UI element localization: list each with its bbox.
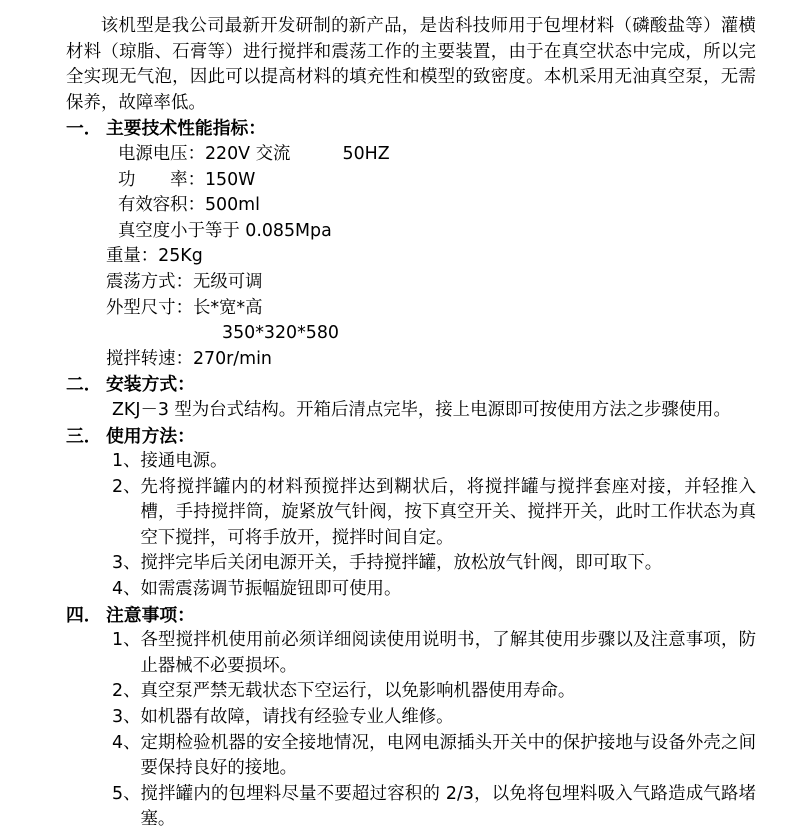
section-number-2: 二．: [66, 374, 102, 396]
section-heading-4: [66, 603, 756, 629]
list-marker: 5、: [112, 783, 141, 804]
installation-body: ZKJ－3 型为台式结构。开箱后清点完毕，接上电源即可按使用方法之步骤使用。: [112, 399, 731, 420]
list-item-text: 如需震荡调节振幅旋钮即可使用。: [140, 579, 402, 600]
list-item: [66, 475, 756, 552]
list-marker: 4、: [112, 732, 141, 753]
section-heading-3: [66, 424, 756, 450]
list-item-text: 搅拌罐内的包埋料尽量不要超过容积的 2/3，以免将包埋料吸入气路造成气路堵塞。: [140, 783, 756, 830]
list-item-text: 定期检验机器的安全接地情况，电网电源插头开关中的保护接地与设备外壳之间要保持良好的接地。: [140, 732, 756, 779]
section-title-3: 使用方法：: [106, 425, 195, 447]
section-title-2: 安装方式：: [106, 374, 195, 396]
list-marker: 3、: [112, 707, 141, 728]
spec-line-volume: 有效容积：500ml: [118, 195, 260, 216]
list-item: [66, 577, 756, 603]
list-item: [66, 449, 756, 475]
list-item: [66, 705, 756, 731]
list-marker: 3、: [112, 553, 141, 574]
section-title-4: 注意事项：: [106, 604, 195, 626]
list-item: [66, 679, 756, 705]
spec-line-vibration-mode: 震荡方式：无级可调: [106, 271, 263, 292]
list-marker: 2、: [112, 476, 141, 497]
list-item-text: 如机器有故障，请找有经验专业人维修。: [140, 707, 454, 728]
list-item-text: 接通电源。: [140, 451, 228, 472]
spec-line-weight: 重量：25Kg: [106, 246, 203, 267]
section-number-4: 四．: [66, 604, 102, 626]
list-marker: 4、: [112, 579, 141, 600]
section-number-1: 一．: [66, 118, 102, 140]
spec-line-power-voltage: 电源电压：220V 交流 50HZ: [118, 143, 390, 164]
section-title-1: 主要技术性能指标：: [106, 118, 267, 140]
list-item: [66, 551, 756, 577]
list-item-text: 真空泵严禁无载状态下空运行，以免影响机器使用寿命。: [140, 681, 576, 702]
list-item: [66, 628, 756, 679]
list-marker: 1、: [112, 630, 141, 651]
list-item-text: 先将搅拌罐内的材料预搅拌达到糊状后，将搅拌罐与搅拌套座对接，并轻推入槽，手持搅拌筒，旋紧放气针阀，按下真空开关、搅拌开关，此时工作状态为真空下搅拌，可将手放开，搅拌时间自定。: [140, 476, 756, 548]
spec-line-power: 功 率：150W: [118, 169, 256, 190]
section-number-3: 三．: [66, 425, 102, 447]
section-heading-2: [66, 372, 756, 398]
intro-paragraph: 该机型是我公司最新开发研制的新产品，是齿科技师用于包埋材料（磷酸盐等）灌横材料（琼脂、石膏等）进行搅拌和震荡工作的主要装置，由于在真空状态中完成，所以完全实现无气泡，因此可以提高材料的填充性和模型的致密度。本机采用无油真空泵，无需保养，故障率低。: [66, 16, 756, 113]
spec-line-vacuum: 真空度小于等于 0.085Mpa: [118, 220, 332, 241]
list-item-text: 各型搅拌机使用前必须详细阅读使用说明书，了解其使用步骤以及注意事项，防止器械不必要损坏。: [140, 630, 756, 676]
list-marker: 2、: [112, 681, 141, 702]
spec-line-dimensions: 外型尺寸：长*宽*高: [106, 297, 263, 318]
list-item-text: 搅拌完毕后关闭电源开关，手持搅拌罐，放松放气针阀，即可取下。: [140, 553, 663, 574]
section-heading-1: [66, 116, 756, 142]
spec-line-dimensions-value: 350*320*580: [222, 323, 339, 344]
list-marker: 1、: [112, 451, 141, 472]
list-item: [66, 731, 756, 782]
list-item: [66, 782, 756, 833]
spec-line-mixing-speed: 搅拌转速：270r/min: [106, 348, 272, 369]
